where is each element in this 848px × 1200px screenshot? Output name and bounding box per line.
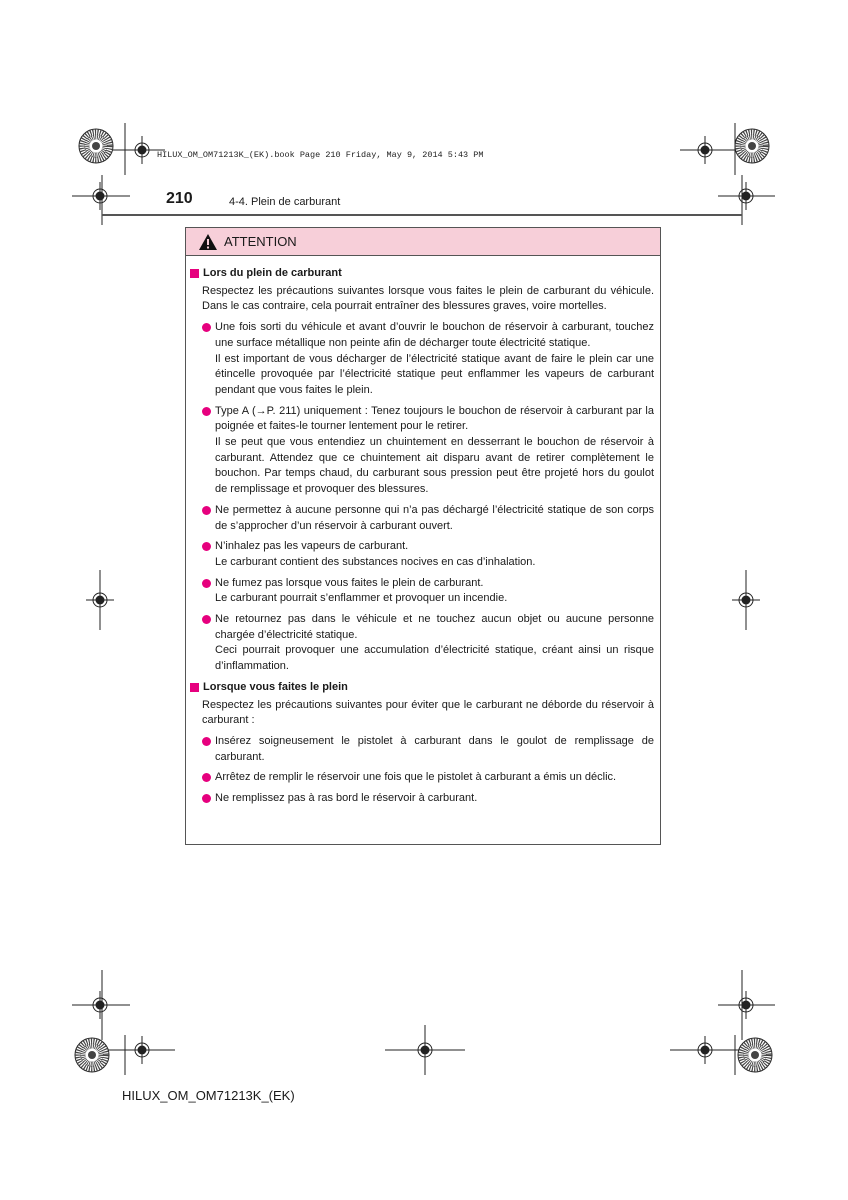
bullet-dot-icon [202, 773, 211, 782]
bullet-dot-icon [202, 323, 211, 332]
list-item: N’inhalez pas les vapeurs de carburant. Le carburant contient des substances nocives en cas d’inhalation. [190, 539, 656, 570]
attention-header [186, 228, 660, 256]
bullet-dot-icon [202, 506, 211, 515]
section-intro: Respectez les précautions suivantes pour éviter que le carburant ne déborde du réservoir à carburant : [202, 698, 654, 727]
print-info: HILUX_OM_OM71213K_(EK).book Page 210 Friday, May 9, 2014 5:43 PM [157, 150, 484, 160]
bullet-dot-icon [202, 542, 211, 551]
bullet-dot-icon [202, 737, 211, 746]
section-title: 4-4. Plein de carburant [229, 196, 341, 208]
list-item: Ne remplissez pas à ras bord le réservoir à carburant. [190, 791, 656, 807]
attention-body [186, 256, 660, 807]
bullet-dot-icon [202, 615, 211, 624]
section-heading: Lors du plein de carburant [190, 266, 656, 282]
section-intro: Respectez les précautions suivantes lorsque vous faites le plein de carburant du véhicule. Dans le cas contraire, cela pourrait entraîner des blessures graves, voire mortelles. [202, 284, 654, 313]
list-item: Ne fumez pas lorsque vous faites le plein de carburant. Le carburant pourrait s’enflammer et provoquer un incendie. [190, 576, 656, 607]
bullet-dot-icon [202, 794, 211, 803]
square-bullet-icon [190, 269, 199, 278]
footer-code: HILUX_OM_OM71213K_(EK) [122, 1088, 295, 1103]
attention-box [185, 227, 661, 845]
bullet-dot-icon [202, 407, 211, 416]
bullet-dot-icon [202, 579, 211, 588]
list-item: Arrêtez de remplir le réservoir une fois que le pistolet à carburant a émis un déclic. [190, 770, 656, 786]
section-heading: Lorsque vous faites le plein [190, 680, 656, 696]
attention-title: ATTENTION [224, 234, 297, 249]
warning-triangle-icon [198, 233, 218, 251]
list-item: Ne permettez à aucune personne qui n’a pas déchargé l’électricité statique de son corps de s’approcher d’un réservoir à carburant ouvert. [190, 503, 656, 534]
square-bullet-icon [190, 683, 199, 692]
list-item: Type A (→P. 211) uniquement : Tenez toujours le bouchon de réservoir à carburant par la poignée et faites-le tourner lentement pour le retirer. Il se peut que vous entendiez un chuintement en desserrant le bouchon de réservoir à carburant. Attendez que ce chuintement ait disparu avant de retirer complètement le bouchon. Par temps chaud, du carburant sous pression peut être projeté hors du goulot de remplissage et provoquer des blessures. [190, 404, 656, 498]
header-rule [102, 214, 742, 216]
list-item: Insérez soigneusement le pistolet à carburant dans le goulot de remplissage de carburant. [190, 734, 656, 765]
list-item: Une fois sorti du véhicule et avant d’ouvrir le bouchon de réservoir à carburant, touchez une surface métallique non peinte afin de décharger toute électricité statique. Il est important de vous décharger de l’électricité statique avant de faire le plein car une étincelle provoquée par l’électricité statique peut enflammer les vapeurs de carburant pendant que vous faites le plein. [190, 320, 656, 399]
page-number: 210 [166, 190, 193, 207]
list-item: Ne retournez pas dans le véhicule et ne touchez aucun objet ou aucune personne chargée d’électricité statique. Ceci pourrait provoquer une accumulation d’électricité statique, créant ainsi un risque d’inflammation. [190, 612, 656, 675]
